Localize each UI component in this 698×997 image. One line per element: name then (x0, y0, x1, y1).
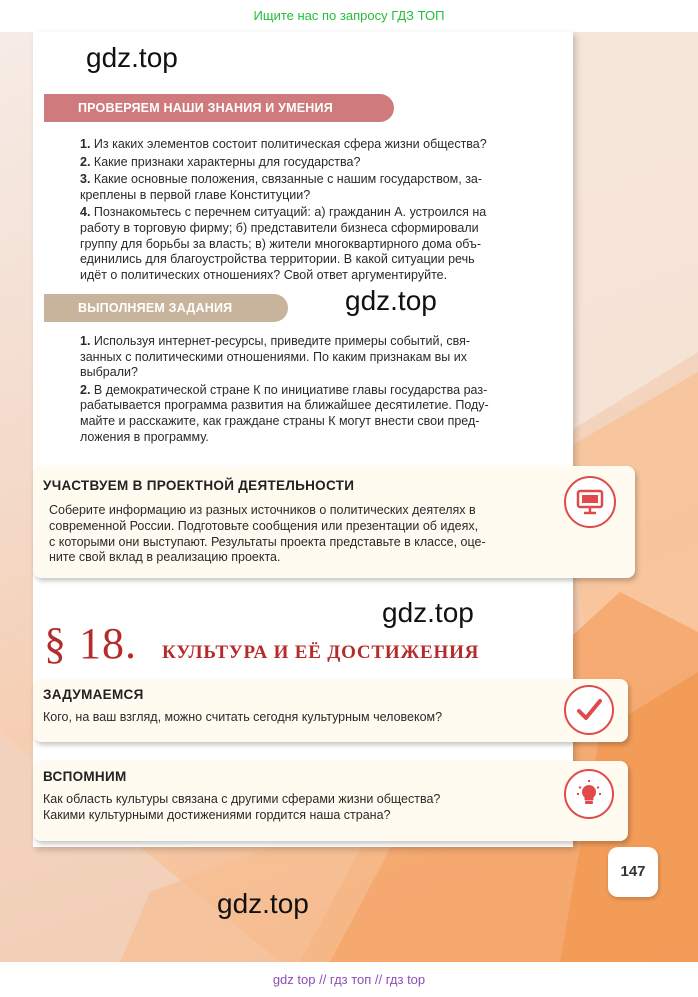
watermark: gdz.top (345, 285, 437, 316)
paragraph-title: КУЛЬТУРА И ЕЁ ДОСТИЖЕНИЯ (162, 642, 480, 663)
footer-links: gdz top // гдз топ // гдз top (0, 962, 698, 997)
think-card-text: Кого, на ваш взгляд, можно считать сегодня культурным человеком? (43, 710, 443, 724)
page-number: 147 (608, 847, 658, 897)
presentation-icon (564, 476, 616, 528)
project-card-title: УЧАСТВУЕМ В ПРОЕКТНОЙ ДЕЯТЕЛЬНОСТИ (43, 478, 355, 493)
question-item: 3. Какие основные положения, связанные с нашим государством, за- креплены в первой главе Конституции? (80, 172, 483, 202)
tasks-list (80, 334, 550, 447)
watermark: gdz.top (382, 597, 474, 628)
paragraph-heading (44, 618, 480, 669)
watermark: gdz.top (217, 888, 309, 919)
paragraph-number: § 18. (44, 619, 137, 668)
task-item: 2. В демократической стране К по инициативе главы государства раз- рабатывается программа развития на ближайшее десятилетие. Поду- майте и расскажите, как граждане страны К могут внести свои пред- ложения в программу. (80, 382, 489, 444)
recall-card-title: ВСПОМНИМ (43, 769, 127, 784)
question-item: 4. Познакомьтесь с перечнем ситуаций: а) гражданин А. устроился на работу в торговую фирму; б) представители бизнеса сформировали группу для борьбы за власть; в) жители многоквартирного дома объ- единились для благоустройства территории. В какой ситуации речь идёт о политических отношениях? Свой ответ аргументируйте. (80, 205, 487, 282)
lightbulb-icon (564, 769, 614, 819)
check-questions-list (80, 137, 550, 285)
top-banner: Ищите нас по запросу ГДЗ ТОП (0, 0, 698, 32)
watermark: gdz.top (86, 42, 178, 73)
think-card-title: ЗАДУМАЕМСЯ (43, 687, 144, 702)
recall-card (33, 761, 628, 841)
think-card (33, 679, 628, 742)
tasks-section-header: ВЫПОЛНЯЕМ ЗАДАНИЯ (44, 294, 288, 322)
question-item: 1. Из каких элементов состоит политическая сфера жизни общества? (80, 137, 487, 151)
project-card (33, 466, 635, 578)
question-item: 2. Какие признаки характерны для государства? (80, 154, 361, 169)
checkmark-icon (564, 685, 614, 735)
task-item: 1. Используя интернет-ресурсы, приведите примеры событий, свя- занных с политическими отношениями. По каким признакам вы их выбрали? (80, 334, 471, 380)
project-card-text: Соберите информацию из разных источников о политических деятелях в современной России. Подготовьте сообщения или презентации об идеях, с которыми они выступают. Результаты проекта представьте в классе, оце- ните свой вклад в реализацию проекта. (49, 503, 486, 565)
check-section-header: ПРОВЕРЯЕМ НАШИ ЗНАНИЯ И УМЕНИЯ (44, 94, 394, 122)
recall-card-text: Как область культуры связана с другими сферами жизни общества? Какими культурными достижениями гордится наша страна? (43, 792, 441, 822)
